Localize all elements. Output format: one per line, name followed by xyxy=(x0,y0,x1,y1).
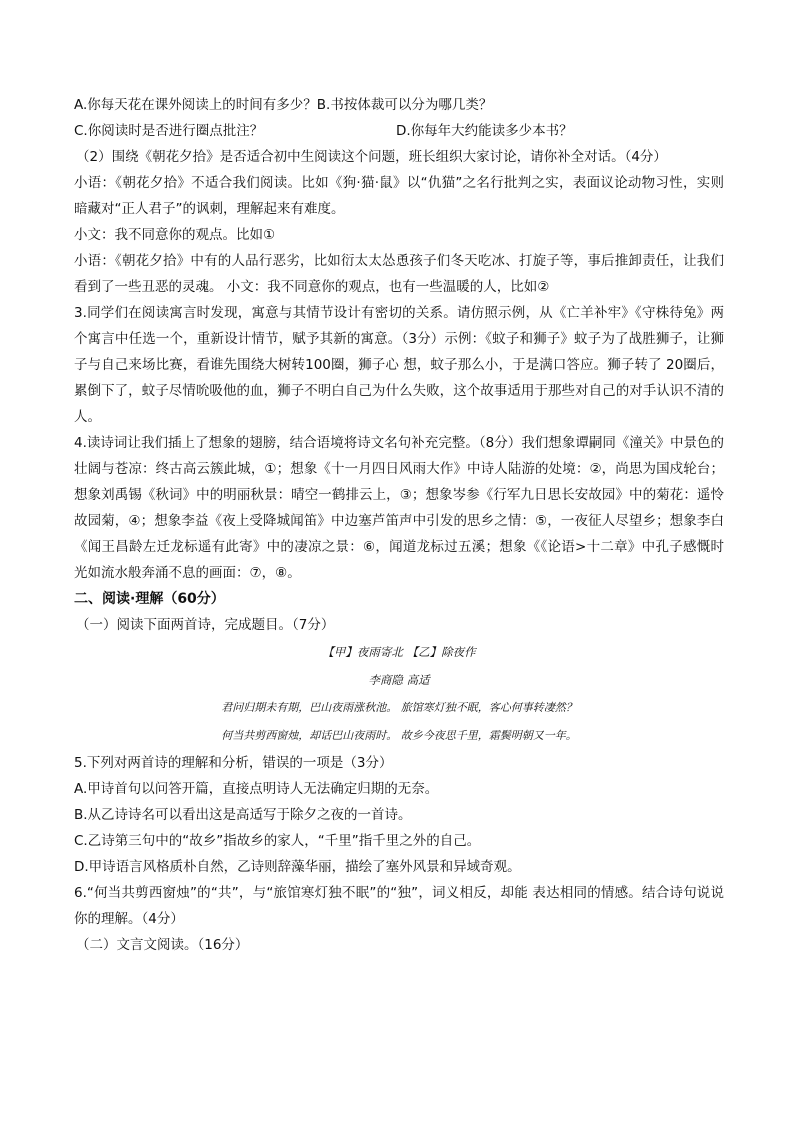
q4-option-d: D.你每年大约能读多少本书？ xyxy=(396,123,573,139)
question-4-poetry: 4.读诗词让我们插上了想象的翅膀，结合语境将诗文名句补充完整。（8分）我们想象谭嗣同《潼关》中景色的壮阔与苍凉：终古高云簇此城，①；想象《十一月四日风雨大作》中诗人陆游的处境：②，尚思为国戍轮台；想象刘禹锡《秋词》中的明丽秋景：晴空一鹤排云上，③；想象岑参《行军九日思长安故园》中的菊花：遥怜故园菊，④；想象李益《夜上受降城闻笛》中边塞芦笛声中引发的思乡之情：⑤，一夜征人尽望乡；想象李白《闻王昌龄左迁龙标遥有此寄》中的凄凉之景：⑥，闻道龙标过五溪；想象《《论语>十二章》中孔子感慨时光如流水般奔涌不息的画面：⑦，⑧。 xyxy=(74,435,724,581)
question-5-stem: 5.下列对两首诗的理解和分析，错误的一项是（3分） xyxy=(74,755,393,771)
dialogue-xiaoyu-2: 小语：《朝花夕拾》中有的人品行恶劣，比如衍太太怂恿孩子们冬天吃冰、打旋子等，事后推卸责任，让我们看到了一些丑恶的灵魂。 小文：我不同意你的观点，也有一些温暖的人，比如② xyxy=(74,253,724,295)
page-content xyxy=(74,92,724,958)
section-2-title: 二、阅读·理解（60分） xyxy=(74,591,225,607)
dialogue-xiaowen-1: 小文：我不同意你的观点。比如① xyxy=(74,227,276,243)
question-3: 3.同学们在阅读寓言时发现，寓意与其情节设计有密切的关系。请仿照示例，从《亡羊补牢》《守株待兔》两个寓言中任选一个，重新设计情节，赋予其新的寓意。（3分）示例：《蚊子和狮子》蚊子为了战胜狮子，让狮子与自己来场比赛，看谁先围绕大树转100圈，狮子心 想，蚊子那么小，于是满口答应。狮子转了 20圈后，累倒下了，蚊子尽情吮吸他的血，狮子不明白自己为什么失败，这个故事适用于那些对自己的对手认识不清的人。 xyxy=(74,305,724,425)
poem-block xyxy=(74,638,724,750)
dialogue-xiaoyu-1: 小语：《朝花夕拾》不适合我们阅读。比如《狗·猫·鼠》以“仇猫”之名行批判之实，表面议论动物习性，实则暗藏对“正人君子”的讽刺，理解起来有难度。 xyxy=(74,175,724,217)
question-5-option-b: B.从乙诗诗名可以看出这是高适写于除夕之夜的一首诗。 xyxy=(74,807,412,823)
q4-option-c: C.你阅读时是否进行圈点批注？ xyxy=(74,123,264,139)
q2-intro: （2）围绕《朝花夕拾》是否适合初中生阅读这个问题，班长组织大家讨论，请你补全对话。（4分） xyxy=(76,149,667,165)
part-1-intro: （一）阅读下面两首诗，完成题目。（7分） xyxy=(76,617,335,633)
q4-option-row xyxy=(74,118,724,144)
poem-line-2: 何当共剪西窗烛，却话巴山夜雨时。 故乡今夜思千里，霜鬓明朝又一年。 xyxy=(221,729,577,742)
question-5-option-a: A.甲诗首句以问答开篇，直接点明诗人无法确定归期的无奈。 xyxy=(74,781,439,797)
q4-option-line: A.你每天花在课外阅读上的时间有多少？B.书按体裁可以分为哪几类？ xyxy=(74,97,493,113)
question-6: 6.“何当共剪西窗烛”的“共”，与“旅馆寒灯独不眠”的“独”，词义相反，却能 表达相同的情感。结合诗句说说你的理解。（4分） xyxy=(74,885,724,927)
poem-line-1: 君问归期未有期，巴山夜雨涨秋池。 旅馆寒灯独不眠，客心何事转凄然？ xyxy=(221,701,577,714)
poem-titles: 【甲】夜雨寄北 【乙】除夜作 xyxy=(322,645,476,659)
question-5-option-c: C.乙诗第三句中的“故乡”指故乡的家人，“千里”指千里之外的自己。 xyxy=(74,833,481,849)
poem-authors: 李商隐 高适 xyxy=(368,673,430,687)
part-2-intro: （二）文言文阅读。（16分） xyxy=(76,937,249,953)
question-5-option-d: D.甲诗语言风格质朴自然，乙诗则辞藻华丽，描绘了塞外风景和异域奇观。 xyxy=(74,859,521,875)
